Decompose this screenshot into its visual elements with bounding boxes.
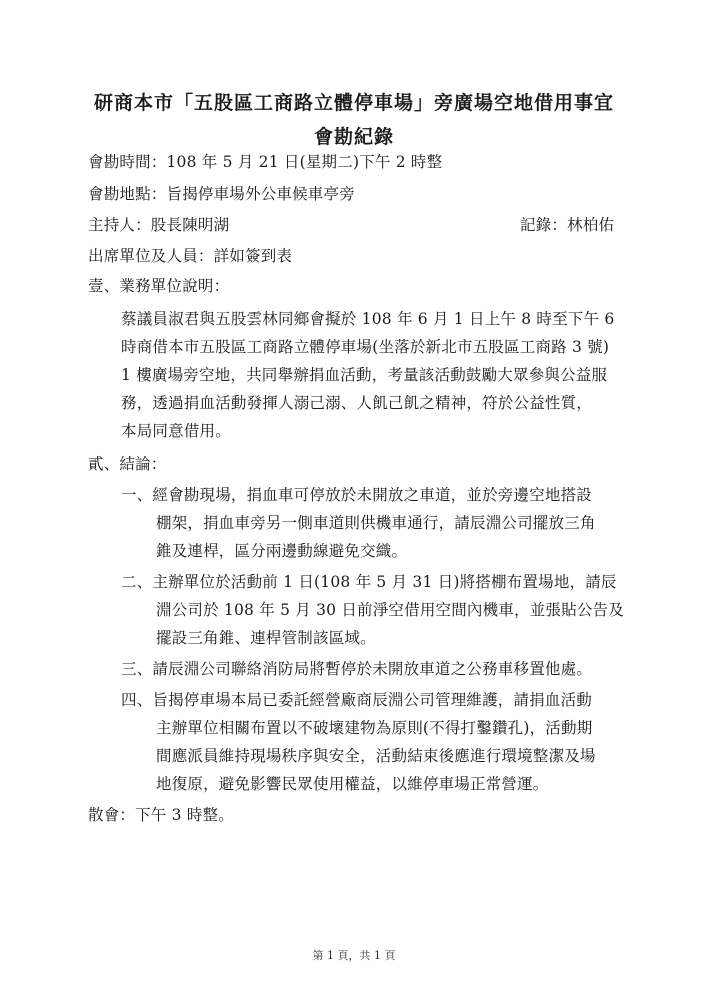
section-1-line: 蔡議員淑君與五股雲林同鄉會擬於 108 年 6 月 1 日上午 8 時至下午 6 [121, 310, 615, 328]
conclusion-item-line: 間應派員維持現場秩序與安全，活動結束後應進行環境整潔及場 [156, 747, 596, 765]
conclusion-item-line: 棚架，捐血車旁另一側車道則供機車通行，請辰淵公司擺放三角 [156, 514, 596, 532]
conclusion-item-line: 擺設三角錐、連桿管制該區域。 [156, 629, 376, 647]
section-2-heading: 貳、結論： [88, 455, 167, 473]
meeting-recorder: 記錄：林柏佑 [520, 216, 615, 234]
conclusion-item-line: 主辦單位相關布置以不破壞建物為原則(不得打鑿鑽孔)，活動期 [156, 719, 593, 737]
meeting-attendees: 出席單位及人員：詳如簽到表 [88, 247, 293, 265]
document-title: 研商本市「五股區工商路立體停車場」旁廣場空地借用事宜 [93, 92, 614, 114]
document-subtitle: 會勘紀錄 [313, 126, 394, 148]
conclusion-item-line: 一、經會勘現場，捐血車可停放於未開放之車道，並於旁邊空地搭設 [121, 486, 593, 504]
section-1-line: 時商借本市五股區工商路立體停車場(坐落於新北市五股區工商路 3 號) [121, 338, 610, 356]
section-1-heading: 壹、業務單位說明： [88, 277, 230, 295]
meeting-location: 會勘地點：旨揭停車場外公車候車亭旁 [88, 185, 355, 203]
page-footer: 第 1 頁，共 1 頁 [312, 949, 396, 962]
meeting-time: 會勘時間：108 年 5 月 21 日(星期二)下午 2 時整 [88, 153, 443, 171]
section-1-line: 1 樓廣場旁空地，共同舉辦捐血活動，考量該活動鼓勵大眾參與公益服 [121, 366, 608, 384]
conclusion-item-line: 三、請辰淵公司聯絡消防局將暫停於未開放車道之公務車移置他處。 [121, 660, 593, 678]
conclusion-item-line: 四、旨揭停車場本局已委託經營廠商辰淵公司管理維護，請捐血活動 [121, 691, 593, 709]
conclusion-item-line: 淵公司於 108 年 5 月 30 日前淨空借用空間內機車，並張貼公告及 [156, 601, 624, 619]
section-1-line: 本局同意借用。 [121, 422, 231, 440]
conclusion-item-line: 二、主辦單位於活動前 1 日(108 年 5 月 31 日)將搭棚布置場地，請辰 [121, 573, 617, 591]
conclusion-item-line: 錐及連桿，區分兩邊動線避免交織。 [156, 542, 408, 560]
meeting-host: 主持人：股長陳明湖 [88, 216, 230, 234]
conclusion-item-line: 地復原，避免影響民眾使用權益，以維停車場正常營運。 [156, 775, 549, 793]
section-1-line: 務，透過捐血活動發揮人溺己溺、人飢己飢之精神，符於公益性質， [121, 394, 593, 412]
meeting-adjourned: 散會：下午 3 時整。 [88, 806, 234, 824]
